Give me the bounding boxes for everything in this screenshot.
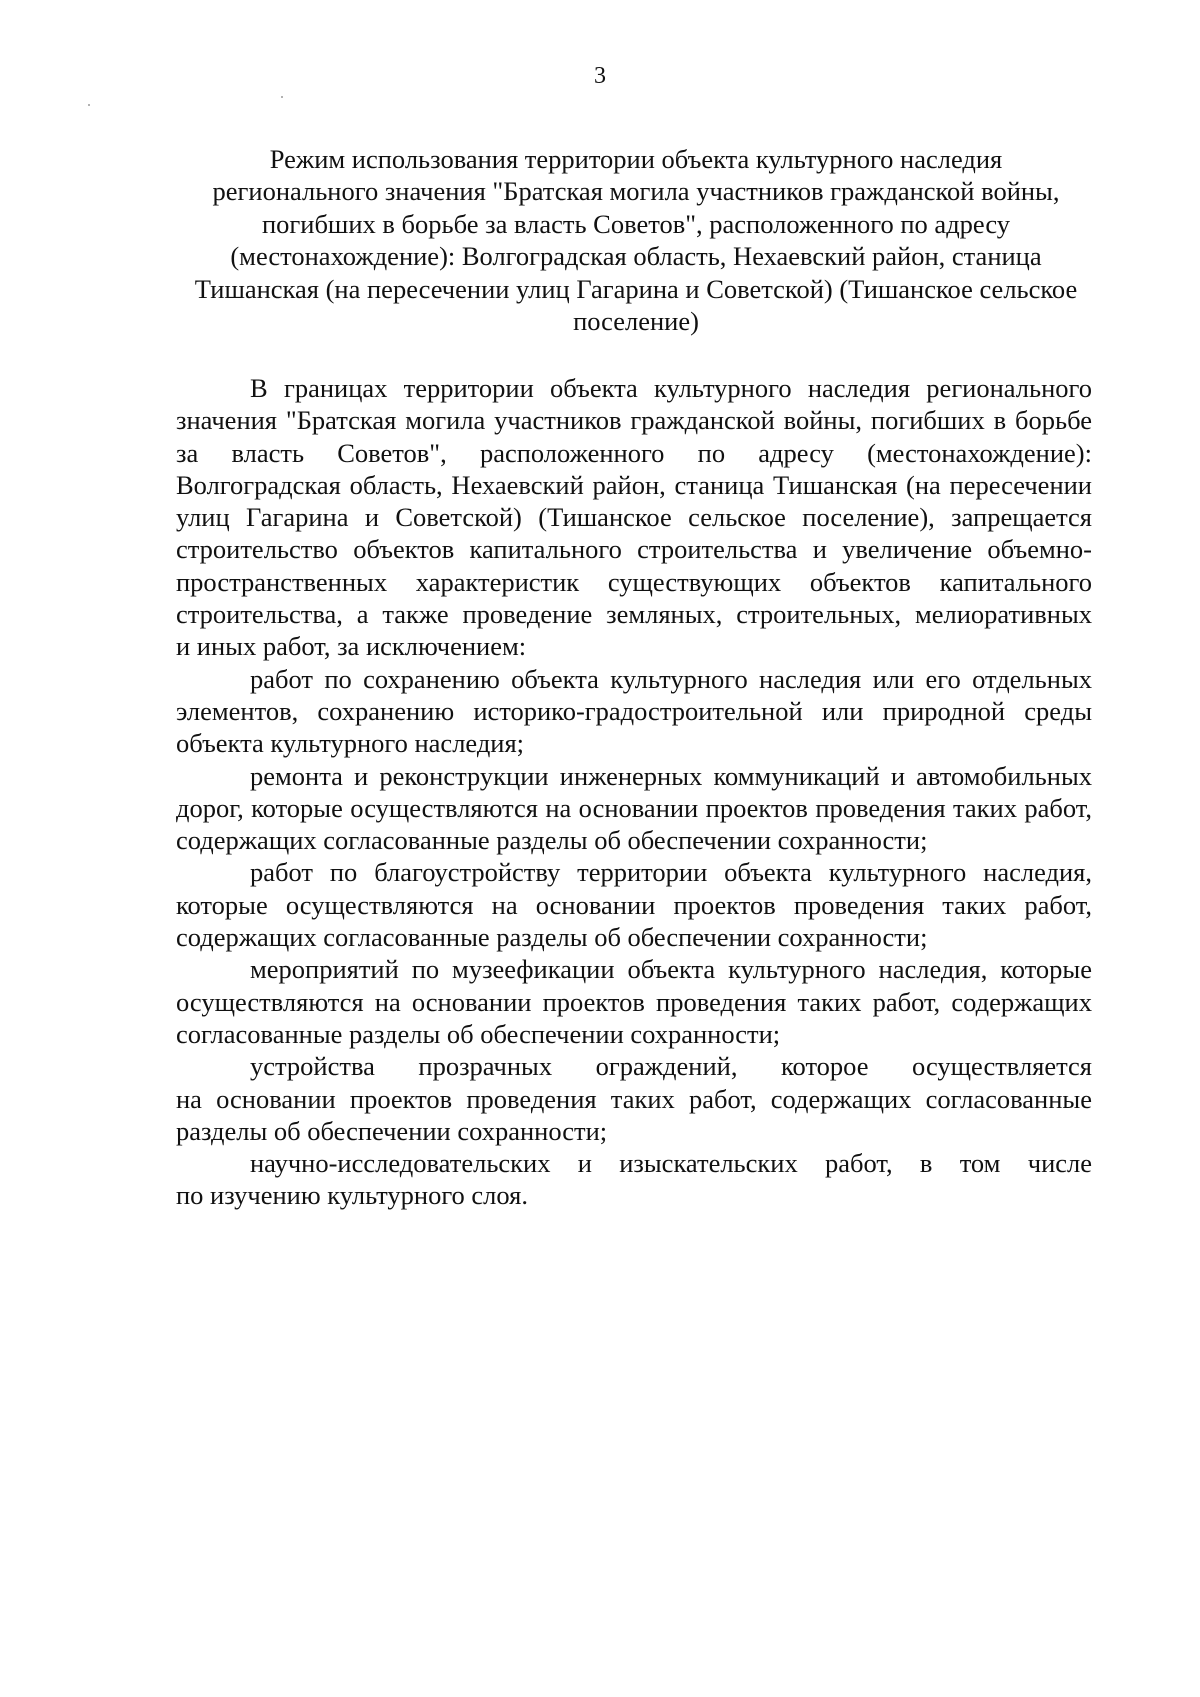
paragraph-exception-repair [176,760,1092,857]
text-line: значения "Братская могила участников гражданской войны, погибших в борьбе [176,405,1092,436]
paragraph-exception-preservation [176,663,1092,760]
text-line: на основании проектов проведения таких работ, содержащих согласованные [176,1083,1092,1114]
text-line: объекта культурного наследия; [176,728,525,759]
paragraph-main [176,372,1092,663]
text-line: согласованные разделы об обеспечении сохранности; [176,1018,781,1049]
text-line: за власть Советов", расположенного по адресу (местонахождение): [176,437,1092,468]
scan-speck [281,96,283,98]
text-line: В границах территории объекта культурного наследия регионального [250,373,1092,403]
scan-speck [88,104,90,106]
paragraph-exception-museumification [176,953,1092,1050]
text-line: содержащих согласованные разделы об обеспечении сохранности; [176,922,928,953]
title-line: погибших в борьбе за власть Советов", расположенного по адресу [261,208,1011,239]
paragraph-exception-fencing [176,1050,1092,1147]
text-line: мероприятий по музеефикации объекта культурного наследия, которые [250,954,1092,985]
text-line: которые осуществляются на основании проектов проведения таких работ, [176,889,1092,920]
text-line: пространственных характеристик существующих объектов капитального [176,566,1092,597]
text-line: ремонта и реконструкции инженерных коммуникаций и автомобильных [250,760,1092,791]
title-line: (местонахождение): Волгоградская область, Нехаевский район, станица [230,241,1042,272]
title-line: Режим использования территории объекта культурного наследия [269,144,1003,174]
text-line: и иных работ, за исключением: [176,631,527,662]
title-line: регионального значения "Братская могила участников гражданской войны, [212,176,1060,207]
text-line: научно-исследовательских и изыскательских работ, в том числе [250,1148,1092,1179]
title-line: поселение) [573,306,699,337]
text-line: элементов, сохранению историко-градостроительной или природной среды [176,695,1092,726]
paragraph-exception-research [176,1147,1092,1212]
page-number: 3 [594,63,606,89]
text-line: по изучению культурного слоя. [176,1180,528,1211]
text-line: разделы об обеспечении сохранности; [176,1115,608,1146]
text-line: строительство объектов капитального строительства и увеличение объемно- [176,534,1092,565]
document-body [176,372,1092,1212]
text-line: дорог, которые осуществляются на основании проектов проведения таких работ, [176,792,1092,823]
document-title [176,143,1096,337]
text-line: строительства, а также проведение земляных, строительных, мелиоративных [176,599,1092,630]
text-line: улиц Гагарина и Советской) (Тишанское сельское поселение), запрещается [176,502,1092,533]
text-line: содержащих согласованные разделы об обеспечении сохранности; [176,825,928,856]
title-line: Тишанская (на пересечении улиц Гагарина и Советской) (Тишанское сельское [194,273,1078,304]
text-line: устройства прозрачных ограждений, которое осуществляется [250,1051,1092,1082]
text-line: работ по сохранению объекта культурного наследия или его отдельных [250,663,1092,694]
paragraph-exception-landscaping [176,856,1092,953]
text-line: работ по благоустройству территории объекта культурного наследия, [250,857,1092,888]
text-line: Волгоградская область, Нехаевский район, станица Тишанская (на пересечении [176,469,1092,500]
text-line: осуществляются на основании проектов проведения таких работ, содержащих [176,986,1092,1017]
